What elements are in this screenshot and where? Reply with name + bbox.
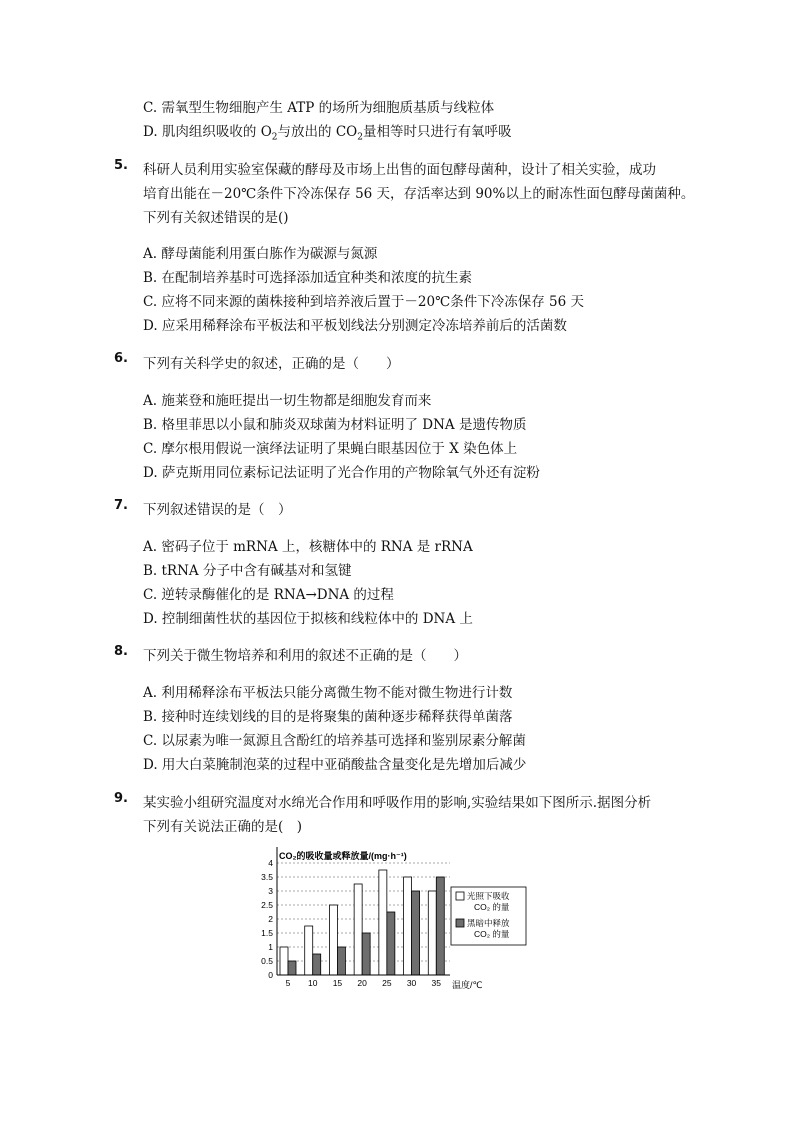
question-number: 9. bbox=[114, 791, 128, 806]
question-number: 7. bbox=[114, 498, 128, 513]
bar-light-absorb bbox=[305, 926, 313, 975]
option-text: 与放出的 CO bbox=[277, 124, 358, 140]
y-tick-label: 2.5 bbox=[261, 900, 273, 910]
bar-light-absorb bbox=[354, 884, 362, 975]
question-number: 5. bbox=[114, 158, 128, 173]
legend-swatch-light bbox=[456, 892, 464, 900]
y-tick-label: 0.5 bbox=[261, 956, 273, 966]
question-number: 6. bbox=[114, 351, 128, 366]
subscript: 2 bbox=[357, 132, 363, 143]
bar-dark-release bbox=[387, 912, 395, 975]
bar-light-absorb bbox=[404, 877, 412, 975]
answer-option: D. 控制细菌性状的基因位于拟核和线粒体中的 DNA 上 bbox=[143, 611, 473, 627]
x-tick-label: 25 bbox=[382, 978, 392, 988]
answer-option: A. 利用稀释涂布平板法只能分离微生物不能对微生物进行计数 bbox=[143, 685, 513, 701]
bar-dark-release bbox=[436, 877, 444, 975]
answer-option: C. 应将不同来源的菌株接种到培养液后置于－20℃条件下冷冻保存 56 天 bbox=[143, 294, 584, 310]
chart-bars bbox=[280, 870, 444, 975]
answer-option: D. 用大白菜腌制泡菜的过程中亚硝酸盐含量变化是先增加后减少 bbox=[143, 757, 527, 773]
option-prefix: C. bbox=[143, 100, 158, 116]
answer-option: B. 接种时连续划线的目的是将聚集的菌种逐步稀释获得单菌落 bbox=[143, 709, 513, 725]
bar-light-absorb bbox=[379, 870, 387, 975]
answer-option: C. 逆转录酶催化的是 RNA→DNA 的过程 bbox=[143, 587, 394, 603]
bar-light-absorb bbox=[329, 905, 337, 975]
option-text: 量相等时只进行有氧呼吸 bbox=[362, 124, 512, 140]
chart-legend bbox=[451, 887, 526, 945]
y-tick-label: 1 bbox=[268, 942, 273, 952]
subscript: 2 bbox=[271, 132, 278, 143]
bar-dark-release bbox=[337, 947, 345, 975]
x-tick-label: 5 bbox=[285, 978, 291, 988]
answer-option: A. 酵母菌能利用蛋白胨作为碳源与氮源 bbox=[143, 246, 378, 262]
answer-option: D. 萨克斯用同位素标记法证明了光合作用的产物除氧气外还有淀粉 bbox=[143, 465, 540, 481]
y-tick-label: 4 bbox=[268, 858, 273, 868]
y-tick-label: 2 bbox=[268, 914, 273, 924]
bar-light-absorb bbox=[280, 947, 288, 975]
legend-label: CO₂ 的量 bbox=[474, 929, 510, 939]
x-tick-label: 30 bbox=[406, 978, 417, 988]
legend-swatch-dark bbox=[456, 919, 464, 927]
question-stem-line: 下列有关说法正确的是( ) bbox=[143, 819, 303, 835]
y-tick-label: 0 bbox=[268, 970, 273, 980]
option-prefix: D. bbox=[143, 124, 158, 140]
answer-option: C. 摩尔根用假说一演绎法证明了果蝇白眼基因位于 X 染色体上 bbox=[143, 441, 518, 457]
answer-option: C. 以尿素为唯一氮源且含酚红的培养基可选择和鉴别尿素分解菌 bbox=[143, 733, 526, 749]
bar-light-absorb bbox=[428, 891, 436, 975]
question-stem-line: 下列叙述错误的是（ ） bbox=[143, 502, 292, 518]
legend-label: 黑暗中释放 bbox=[467, 918, 510, 928]
question-stem-line: 某实验小组研究温度对水绵光合作用和呼吸作用的影响,实验结果如下图所示.据图分析 bbox=[143, 795, 652, 811]
x-tick-label: 15 bbox=[332, 978, 343, 988]
option-text: 需氧型生物细胞产生 ATP 的场所为细胞质基质与线粒体 bbox=[161, 100, 495, 116]
bar-dark-release bbox=[412, 891, 420, 975]
y-tick-label: 1.5 bbox=[261, 928, 273, 938]
chart-title: CO₂的吸收量或释放量/(mg·h⁻¹) bbox=[279, 851, 407, 861]
q4-option-c bbox=[143, 99, 494, 117]
question-stem-line: 培育出能在－20℃条件下冷冻保存 56 天，存活率达到 90%以上的耐冻性面包酵母菌菌种。 bbox=[143, 186, 695, 202]
bar-dark-release bbox=[362, 933, 370, 975]
x-tick-labels bbox=[286, 978, 442, 988]
x-tick-label: 10 bbox=[307, 978, 318, 988]
bar-dark-release bbox=[288, 961, 296, 975]
x-tick-label: 35 bbox=[431, 978, 442, 988]
question-stem-line: 下列有关科学史的叙述，正确的是（ ） bbox=[143, 356, 400, 372]
question-stem-line: 下列有关叙述错误的是() bbox=[143, 210, 289, 226]
legend-label: 光照下吸收 bbox=[467, 891, 510, 901]
legend-label: CO₂ 的量 bbox=[474, 902, 510, 912]
x-axis-label: 温度/℃ bbox=[452, 980, 483, 990]
question-number: 8. bbox=[114, 644, 128, 659]
option-text: 肌肉组织吸收的 O bbox=[161, 124, 272, 140]
q4-option-d bbox=[143, 123, 511, 147]
answer-option: A. 密码子位于 mRNA 上，核糖体中的 RNA 是 rRNA bbox=[143, 539, 473, 555]
answer-option: B. 格里菲思以小鼠和肺炎双球菌为材料证明了 DNA 是遗传物质 bbox=[143, 417, 527, 433]
co2-bar-chart bbox=[250, 845, 550, 995]
answer-option: B. 在配制培养基时可选择添加适宜种类和浓度的抗生素 bbox=[143, 270, 473, 286]
y-tick-labels bbox=[261, 858, 273, 980]
answer-option: D. 应采用稀释涂布平板法和平板划线法分别测定冷冻培养前后的活菌数 bbox=[143, 318, 567, 334]
bar-dark-release bbox=[313, 954, 321, 975]
x-tick-label: 20 bbox=[357, 978, 367, 988]
answer-option: A. 施莱登和施旺提出一切生物都是细胞发育而来 bbox=[143, 393, 432, 409]
answer-option: B. tRNA 分子中含有碱基对和氢键 bbox=[143, 563, 352, 579]
y-tick-label: 3 bbox=[268, 886, 273, 896]
question-stem-line: 科研人员利用实验室保藏的酵母及市场上出售的面包酵母菌种，设计了相关实验，成功 bbox=[143, 162, 656, 178]
y-tick-label: 3.5 bbox=[261, 872, 273, 882]
question-stem-line: 下列关于微生物培养和利用的叙述不正确的是（ ） bbox=[143, 648, 467, 664]
